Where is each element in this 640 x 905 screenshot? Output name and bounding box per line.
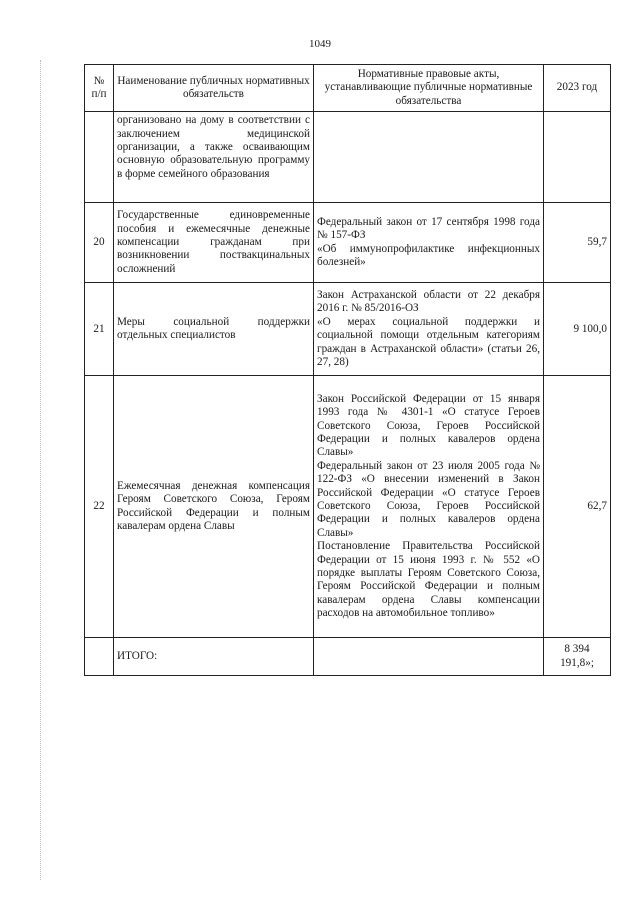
table-row <box>85 203 611 283</box>
act-text: «Об иммунопрофилактике инфекционных болезней» <box>317 242 540 269</box>
row-no: 22 <box>85 376 114 638</box>
act-text: Закон Российской Федерации от 15 января 1993 года № 4301-1 «О статусе Героев Советского Союза, Героев Российской Федерации и полных кавалеров ордена Славы» <box>317 392 540 459</box>
act-text: «О мерах социальной поддержки и социальной помощи отдельным категориям граждан в Астраханской области» (статьи 26, 27, 28) <box>317 315 540 369</box>
act-text: Постановление Правительства Российской Федерации от 15 июня 1993 г. № 552 «О порядке выплаты Героям Советского Союза, Героям Российской Федерации и полным кавалерам ордена Славы компенсации расходов на автомобильное топливо» <box>317 540 540 620</box>
row-acts <box>314 203 544 283</box>
total-label: ИТОГО: <box>114 638 314 676</box>
row-no: 21 <box>85 283 114 376</box>
row-acts <box>314 376 544 638</box>
table-row <box>85 283 611 376</box>
scan-margin-line <box>40 60 41 880</box>
act-text: Федеральный закон от 23 июля 2005 года № 122-ФЗ «О внесении изменений в Закон Российской Федерации «О статусе Героев Советского Союза, Героев Российской Федерации и полных кавалеров ордена Славы» <box>317 459 540 539</box>
table-row <box>85 376 611 638</box>
row-name: Государственные единовременные пособия и ежемесячные денежные компенсации гражданам при возникновении поствакцинальных осложнений <box>114 203 314 283</box>
header-name: Наименование публичных нормативных обязательств <box>114 65 314 112</box>
header-acts: Нормативные правовые акты, устанавливающие публичные нормативные обязательства <box>314 65 544 112</box>
row-no: 20 <box>85 203 114 283</box>
row-value: 62,7 <box>544 376 611 638</box>
act-text: Федеральный закон от 17 сентября 1998 года № 157-ФЗ <box>317 215 540 242</box>
header-no: № п/п <box>85 65 114 112</box>
total-acts <box>314 638 544 676</box>
table-header-row <box>85 65 611 112</box>
header-year: 2023 год <box>544 65 611 112</box>
row-value: 59,7 <box>544 203 611 283</box>
act-text: Закон Астраханской области от 22 декабря 2016 г. № 85/2016-ОЗ <box>317 289 540 315</box>
total-no <box>85 638 114 676</box>
row-acts <box>314 112 544 203</box>
row-acts <box>314 283 544 376</box>
row-name: организовано на дому в соответствии с заключением медицинской организации, а также осваивающим основную образовательную программу в форме семейного образования <box>114 112 314 203</box>
row-value <box>544 112 611 203</box>
page-number: 1049 <box>309 38 331 50</box>
row-no <box>85 112 114 203</box>
table-row <box>85 112 611 203</box>
row-name: Меры социальной поддержки отдельных специалистов <box>114 283 314 376</box>
row-value: 9 100,0 <box>544 283 611 376</box>
obligations-table <box>84 64 611 676</box>
total-row <box>85 638 611 676</box>
row-name: Ежемесячная денежная компенсация Героям Советского Союза, Героям Российской Федерации и полным кавалерам ордена Славы <box>114 376 314 638</box>
total-value: 8 394 191,8»; <box>544 638 611 676</box>
